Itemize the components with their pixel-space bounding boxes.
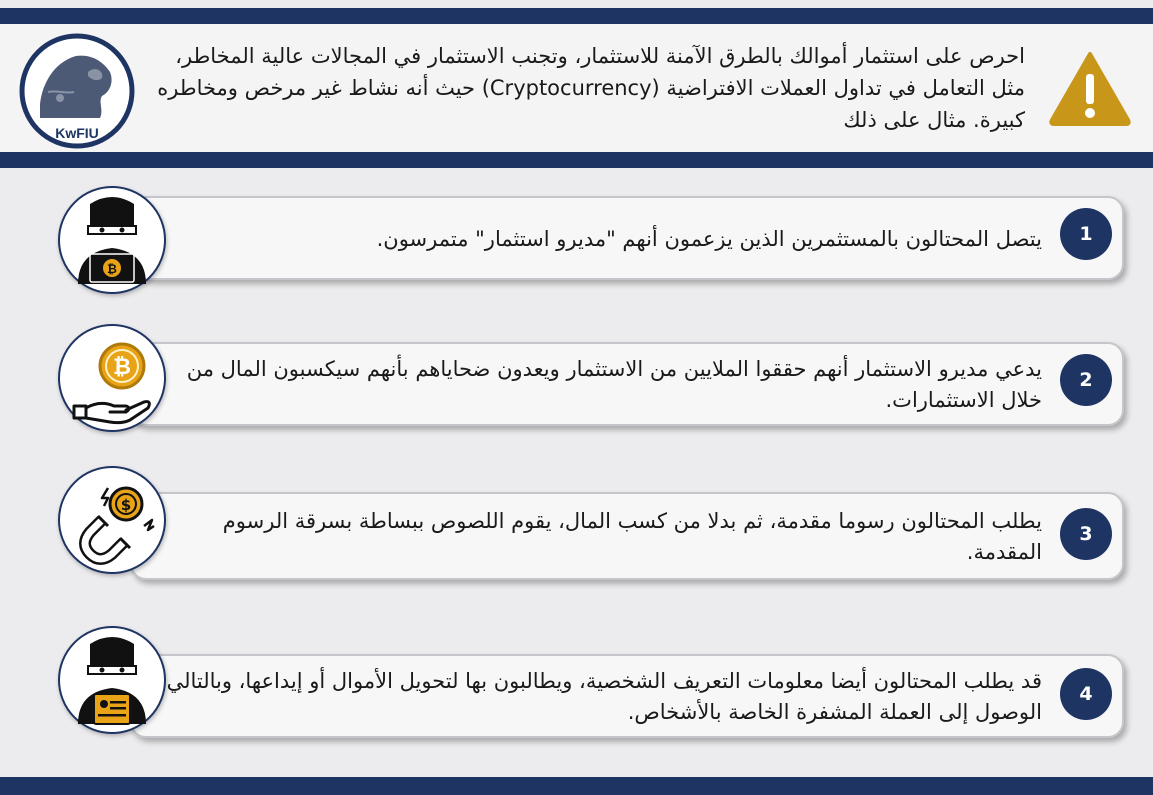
svg-text:₿: ₿: [113, 355, 131, 380]
header-panel: [0, 24, 1153, 152]
step-number-badge: 1: [1060, 208, 1112, 260]
step-number-badge: 4: [1060, 668, 1112, 720]
step-text: يطلب المحتالون رسوما مقدمة، ثم بدلا من كسب المال، يقوم اللصوص ببساطة بسرقة الرسوم المقدمة.: [222, 509, 1042, 564]
hacker-id-card-icon: [58, 626, 166, 734]
step-card-2: [130, 342, 1124, 426]
step-text: يتصل المحتالون بالمستثمرين الذين يزعمون أنهم "مديرو استثمار" متمرسون.: [376, 227, 1042, 251]
intro-text: احرص على استثمار أموالك بالطرق الآمنة للاستثمار، وتجنب الاستثمار في المجالات عالية المخاطر، مثل التعامل في تداول العملات الافتراضية (Cryptocurrency) حيث أنه نشاط غير مرخص ومخاطره كبيرة. مثال على ذلك: [157, 44, 1025, 132]
step-text: قد يطلب المحتالون أيضا معلومات التعريف الشخصية، ويطالبون بها لتحويل الأموال أو إيداعها، وبالتالي الوصول إلى العملة المشفرة الخاصة بالأشخاص.: [166, 669, 1042, 724]
bottom-banner-bar: [0, 777, 1153, 795]
logo-text: KwFIU: [55, 125, 99, 141]
step-number-badge: 3: [1060, 508, 1112, 560]
step-card-1: [130, 196, 1124, 280]
step-text: يدعي مديرو الاستثمار أنهم حققوا الملايين من الاستثمار ويعدون ضحاياهم بأنهم سيكسبون المال من خلال الاستثمارات.: [186, 357, 1042, 412]
header-divider-bar: [0, 152, 1153, 168]
step-card-3: [130, 492, 1124, 580]
hacker-bitcoin-laptop-icon: [58, 186, 166, 294]
svg-text:$: $: [120, 496, 132, 514]
kwfiu-logo: [18, 32, 136, 150]
svg-text:₿: ₿: [107, 262, 117, 276]
step-number-badge: 2: [1060, 354, 1112, 406]
hand-bitcoin-coin-icon: [58, 324, 166, 432]
warning-icon: [1048, 50, 1132, 126]
magnet-dollar-coin-icon: [58, 466, 166, 574]
step-card-4: [130, 654, 1124, 738]
top-banner-bar: [0, 8, 1153, 24]
